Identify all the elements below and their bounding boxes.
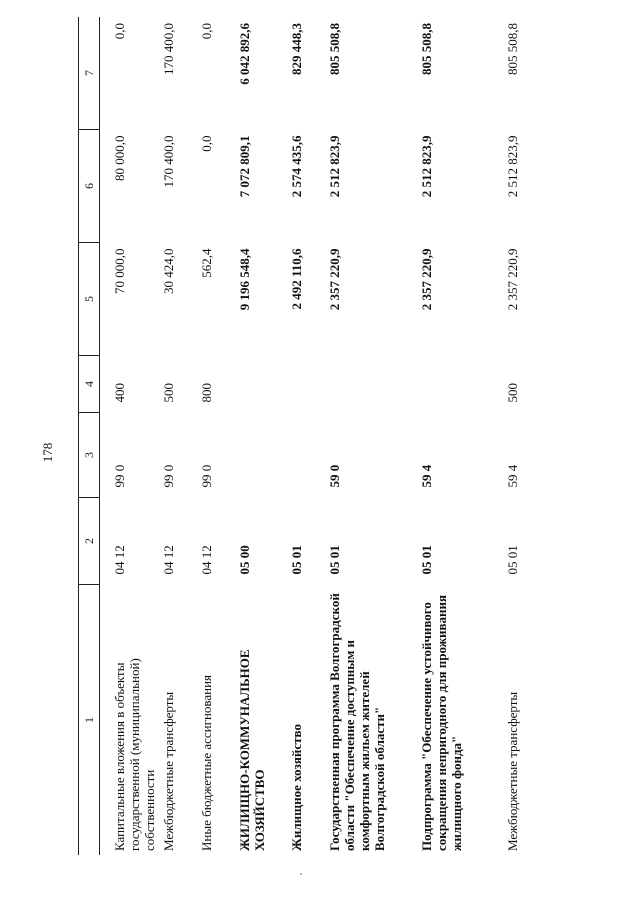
row-value-col7: 6 042 892,6 [237,23,252,85]
budget-table [78,17,539,855]
row-value-col5: 2 357 220,9 [505,248,520,311]
row-section-code: 05 00 [237,545,252,575]
row-section-code: 05 01 [419,545,434,575]
row-value-col5: 2 357 220,9 [327,248,342,311]
row-program-code: 59 4 [505,464,520,488]
column-header: 4 [79,356,100,413]
row-value-col5: 2 492 110,6 [289,248,304,310]
table-row [415,17,501,855]
table-row [323,17,415,855]
column-header: 6 [79,130,100,243]
column-header: 1 [79,585,100,856]
row-value-col7: 805 508,8 [419,23,434,75]
column-header: 2 [79,498,100,585]
row-kind-code: 800 [199,383,214,403]
row-value-col5: 70 000,0 [112,248,127,294]
row-value-col6: 2 574 435,6 [289,135,304,198]
row-value-col5: 562,4 [199,248,214,278]
row-value-col6: 80 000,0 [112,135,127,181]
row-section-code: 04 12 [199,545,214,575]
row-name: Межбюджетные трансферты [505,691,520,851]
row-name: Капитальные вложения в объекты государственной (муниципальной) собственности [112,658,157,851]
scan-speck [300,873,302,875]
row-value-col6: 7 072 809,1 [237,135,252,198]
table-row [233,17,285,855]
table-body [100,17,540,855]
row-section-code: 05 01 [289,545,304,575]
row-value-col5: 2 357 220,9 [419,248,434,311]
row-program-code: 59 0 [327,464,342,488]
row-value-col6: 2 512 823,9 [419,135,434,198]
row-program-code: 99 0 [161,464,176,488]
row-kind-code: 400 [112,383,127,403]
row-value-col7: 0,0 [112,23,127,40]
row-value-col7: 805 508,8 [327,23,342,75]
table-row [195,17,233,855]
row-name: Государственная программа Волгоградской области "Обеспечение доступным и комфортным жильем жителей Волгоградской области" [327,593,387,851]
table-row [100,17,158,855]
row-value-col7: 0,0 [199,23,214,40]
row-kind-code: 500 [161,383,176,403]
row-value-col5: 9 196 548,4 [237,248,252,311]
row-name: Подпрограмма "Обеспечение устойчивого сокращения непригодного для проживания жилищного фонда" [419,594,464,851]
row-value-col5: 30 424,0 [161,248,176,294]
row-value-col7: 829 448,3 [289,23,304,75]
table-row [285,17,323,855]
row-name: Иные бюджетные ассигнования [199,674,214,851]
row-program-code: 99 0 [199,464,214,488]
row-name: ЖИЛИЩНО-КОММУНАЛЬНОЕ ХОЗЯЙСТВО [237,649,267,851]
row-value-col6: 0,0 [199,135,214,152]
page-number: 178 [40,442,55,463]
row-program-code: 99 0 [112,464,127,488]
table-row [157,17,195,855]
column-header: 3 [79,413,100,498]
row-value-col6: 2 512 823,9 [505,135,520,198]
row-section-code: 05 01 [505,545,520,575]
row-section-code: 05 01 [327,545,342,575]
row-section-code: 04 12 [112,545,127,575]
row-section-code: 04 12 [161,545,176,575]
row-value-col6: 2 512 823,9 [327,135,342,198]
row-name: Межбюджетные трансферты [161,691,176,851]
row-value-col6: 170 400,0 [161,135,176,188]
row-value-col7: 170 400,0 [161,23,176,75]
row-value-col7: 805 508,8 [505,23,520,75]
column-header: 5 [79,243,100,356]
table-header-row [79,17,100,855]
table-row [501,17,539,855]
row-kind-code: 500 [505,383,520,403]
row-name: Жилищное хозяйство [289,724,304,851]
column-header: 7 [79,17,100,130]
row-program-code: 59 4 [419,464,434,488]
